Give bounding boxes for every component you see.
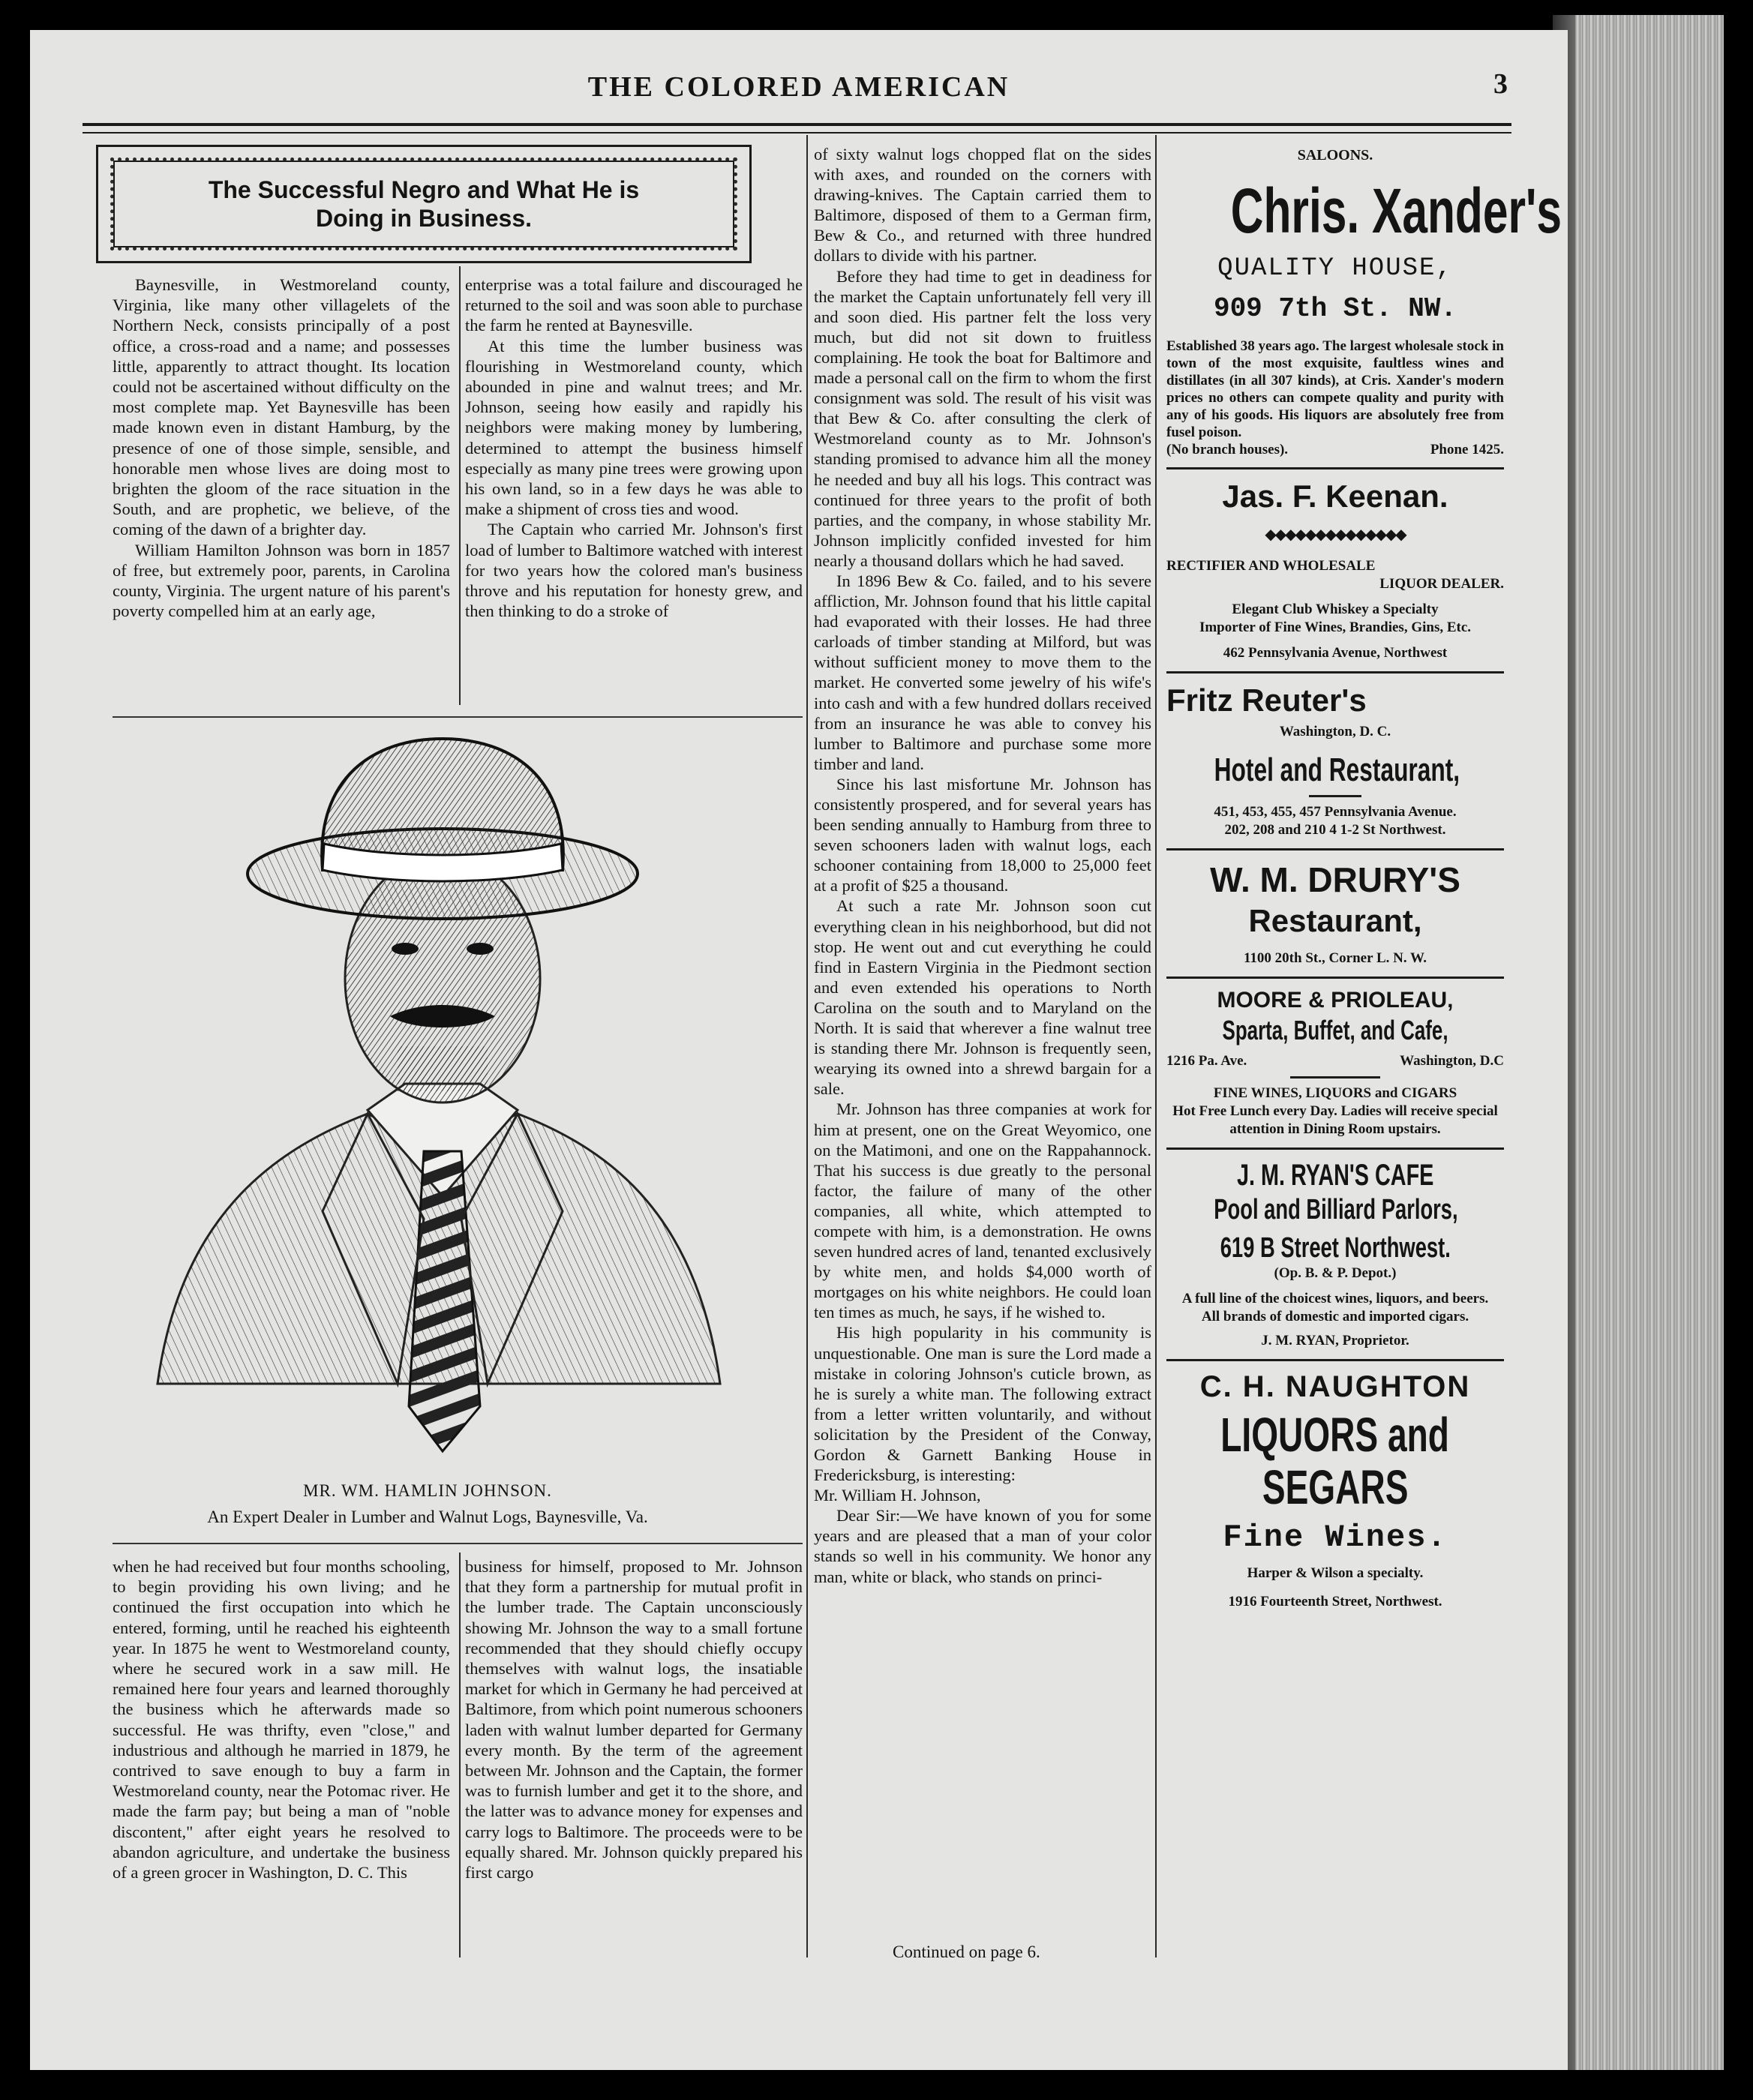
paragraph: business for himself, proposed to Mr. Johnson that they form a partnership for mutual profit in the lumber trade. The Captain unconsciously showing Mr. Johnson the way to a small fortune recommended that they should chiefly occupy themselves with walnut logs, the insatiable market for which in Germany he had perceived at Baltimore, from which point numerous schooners laden with walnut lumber departed for Germany every month. By the term of the agreement between Mr. Johnson and the Captain, the former was to furnish lumber and get it to the shore, and the latter was to advance money for expenses and carry logs to Baltimore. The proceeds were to be equally shared. Mr. Johnson quickly prepared his first cargo xyxy=(465,1557,803,1882)
paragraph: Dear Sir:—We have known of you for some years and are pleased that a man of your color stands so well in his community. We honor any man, white or black, who stands on princi- xyxy=(814,1506,1151,1586)
ad-keenan-line3: Elegant Club Whiskey a Specialty xyxy=(1232,602,1439,617)
ad-drury-line: Restaurant, xyxy=(1248,903,1422,938)
ad-ryan-note: (Op. B. & P. Depot.) xyxy=(1274,1265,1397,1281)
ad-xander-phone: Phone 1425. xyxy=(1430,442,1504,458)
article-col1-top xyxy=(113,274,450,621)
article-col1-bottom xyxy=(113,1556,450,1882)
column-rule xyxy=(459,1552,461,1958)
ad-naughton-line1: LIQUORS and xyxy=(1220,1408,1450,1462)
ad-divider xyxy=(1166,671,1504,674)
ad-naughton-address: 1916 Fourteenth Street, Northwest. xyxy=(1228,1594,1442,1610)
ad-keenan-name: Jas. F. Keenan. xyxy=(1222,478,1448,514)
ad-moore-addr-left: 1216 Pa. Ave. xyxy=(1166,1053,1247,1069)
ad-divider xyxy=(1166,1148,1504,1150)
ad-divider xyxy=(1166,1359,1504,1361)
ad-moore-line2: FINE WINES, LIQUORS and CIGARS xyxy=(1213,1085,1457,1101)
headline-box xyxy=(96,145,752,263)
portrait-caption-name: MR. WM. HAMLIN JOHNSON. xyxy=(303,1481,552,1500)
ad-ryan-prop: J. M. RYAN, Proprietor. xyxy=(1261,1333,1409,1348)
paragraph: Mr. William H. Johnson, xyxy=(814,1486,981,1505)
ad-naughton-line4: Harper & Wilson a specialty. xyxy=(1247,1565,1424,1581)
paragraph: enterprise was a total failure and discouraged he returned to the soil and was soon able to purchase the farm he rented at Baynesville. xyxy=(465,275,803,335)
ad-reuter-addr1: 451, 453, 455, 457 Pennsylvania Avenue. xyxy=(1214,804,1457,820)
section-heading: SALOONS. xyxy=(1297,147,1373,164)
paragraph: At such a rate Mr. Johnson soon cut everything clean in his neighborhood, but did not stop. He went out and cut everything he could find in Eastern Virginia in the Piedmont section and even extended his operations to North Carolina on the south and to Maryland on the North. It is said that wherever a fine walnut tree is standing there Mr. Johnson is frequently seen, wearying its owned into a shrewd bargain for a sale. xyxy=(814,896,1151,1099)
ad-naughton-line3: Fine Wines. xyxy=(1223,1520,1448,1556)
article-col3 xyxy=(814,144,1151,1587)
column-rule xyxy=(806,135,808,1958)
ad-ryan xyxy=(1166,1159,1504,1350)
ad-divider xyxy=(1166,467,1504,470)
article-col2-top xyxy=(465,274,803,621)
ad-reuter-city: Washington, D. C. xyxy=(1279,724,1391,740)
ad-xander-address: 909 7th St. NW. xyxy=(1213,293,1457,324)
page-number: 3 xyxy=(1493,68,1508,100)
paragraph: His high popularity in his community is unquestionable. One man is sure the Lord made a mistake in coloring Johnson's cuticle brown, as he is surely a white man. The following extract from a letter written voluntarily, and without solicitation by the President of the Conway, Gordon & Garnett Banking House in Fredericksburg, is interesting: xyxy=(814,1323,1151,1485)
ad-xander-footer xyxy=(1166,441,1504,458)
ad-keenan-line4: Importer of Fine Wines, Brandies, Gins, Etc. xyxy=(1199,620,1472,635)
ad-moore-address xyxy=(1166,1052,1504,1070)
ad-reuter-addr2: 202, 208 and 210 4 1-2 St Northwest. xyxy=(1224,822,1446,838)
ad-xander-name: Chris. Xander's xyxy=(1230,176,1562,246)
ad-ryan-body: A full line of the choicest wines, liquors, and beers. All brands of domestic and imported cigars. xyxy=(1181,1291,1489,1324)
paragraph: In 1896 Bew & Co. failed, and to his severe affliction, Mr. Johnson found that his little capital had evaporated with their losses. He had three carloads of timber standing at Milford, but was without sufficient money to move them to the market. He converted some jewelry of his wife's into cash and with a few hundred dollars received from an insurance he was able to convey his lumber to Baltimore and purchase some more timber and land. xyxy=(814,571,1151,773)
paragraph: when he had received but four months schooling, to begin providing his own living; and he continued the first occupation into which he entered, forming, until he reached his eighteenth year. In 1875 he went to Westmoreland county, where he secured work in a saw mill. He remained here four years and learned thoroughly the business which he afterwards made so successful. He was thrifty, even "close," and industrious and although he married in 1879, he contrived to save enough to buy a farm in Westmoreland county, near the Potomac river. He made the farm pay; but being a man of "noble discontent," after eight years he resolved to abandon agriculture, and undertake the business of a green grocer in Washington, D. C. This xyxy=(113,1557,450,1882)
ad-moore-name: MOORE & PRIOLEAU, xyxy=(1217,988,1454,1012)
masthead-rule xyxy=(83,123,1511,134)
paragraph: At this time the lumber business was flourishing in Westmoreland county, which abounded in pine and walnut trees; and Mr. Johnson, seeing how easily and rapidly his neighbors were making money by lumbering, determined to attempt the business himself especially as many pine trees were growing upon his own land, so in a few days he was able to make a shipment of cross ties and wood. xyxy=(465,336,803,519)
ad-keenan-ornament: ◆◆◆◆◆◆◆◆◆◆◆◆◆◆ xyxy=(1265,526,1406,543)
paragraph: The Captain who carried Mr. Johnson's first load of lumber to Baltimore watched with interest for two years how the colored man's business throve and his reputation for honesty grew, and then thinking to do a stroke of xyxy=(465,520,803,621)
book-page-edges xyxy=(1553,15,1724,2070)
headline-frame xyxy=(113,160,734,248)
article-col2-bottom xyxy=(465,1556,803,1882)
ad-keenan-address: 462 Pennsylvania Avenue, Northwest xyxy=(1223,645,1448,661)
ad-keenan-line2: LIQUOR DEALER. xyxy=(1379,576,1504,592)
headline-line-2: Doing in Business. xyxy=(315,205,533,232)
column-rule xyxy=(1155,135,1157,1958)
ad-reuter-line: Hotel and Restaurant, xyxy=(1214,752,1460,788)
paragraph: William Hamilton Johnson was born in 1857 of free, but extremely poor, parents, in Carolina county, Virginia. The urgent nature of his parent's poverty compelled him at an early age, xyxy=(113,540,450,621)
ad-drury-address: 1100 20th St., Corner L. N. W. xyxy=(1243,950,1427,966)
ad-divider xyxy=(1166,976,1504,979)
ad-divider xyxy=(1166,848,1504,850)
ad-moore-addr-right: Washington, D.C xyxy=(1400,1053,1504,1069)
ad-naughton-name: C. H. NAUGHTON xyxy=(1199,1370,1471,1403)
newspaper-title: THE COLORED AMERICAN xyxy=(587,71,1010,103)
section-rule xyxy=(113,1543,803,1544)
article-headline xyxy=(209,176,639,232)
ad-ryan-name: J. M. RYAN'S CAFE xyxy=(1236,1159,1434,1192)
ad-reuter-name: Fritz Reuter's xyxy=(1166,682,1367,718)
ad-moore-rule xyxy=(1290,1076,1380,1078)
ad-drury-name: W. M. DRURY'S xyxy=(1210,860,1460,899)
advertisements-column xyxy=(1166,146,1562,1611)
ad-moore xyxy=(1166,988,1504,1138)
column-rule xyxy=(459,266,461,705)
ad-ryan-line: Pool and Billiard Parlors, xyxy=(1214,1194,1458,1226)
ad-moore-line: Sparta, Buffet, and Cafe, xyxy=(1222,1015,1448,1046)
ad-reuter-rule xyxy=(1309,795,1361,797)
paragraph: Mr. Johnson has three companies at work for him at present, one on the Great Weyomico, one on the Matimoni, and one on the Rappahannock. That his success is due greatly to the personal factor, the failure of many of the other companies, all white, which attempted to compete with him, is a demonstration. He owns seven hundred acres of land, tenanted exclusively by white men, and holds $4,000 worth of mortgages on his white neighbors. He could loan ten times as much, he says, if he wished to. xyxy=(814,1100,1151,1322)
paragraph: of sixty walnut logs chopped flat on the sides with axes, and rounded on the corners with drawing-knives. The Captain carried them to Baltimore, disposed of them to a German firm, Bew & Co., and returned with three hundred dollars to divide with his partner. xyxy=(814,145,1151,266)
portrait-illustration xyxy=(128,731,750,1462)
ad-keenan-line1: RECTIFIER AND WHOLESALE xyxy=(1166,558,1376,574)
ad-drury xyxy=(1166,860,1504,968)
ad-moore-line3: Hot Free Lunch every Day. Ladies will receive special attention in Dining Room upstairs. xyxy=(1172,1103,1498,1137)
ad-naughton xyxy=(1166,1370,1504,1611)
ad-ryan-address: 619 B Street Northwest. xyxy=(1220,1232,1451,1264)
masthead xyxy=(90,68,1508,112)
continued-note: Continued on page 6. xyxy=(893,1942,1040,1961)
ad-keenan xyxy=(1166,478,1504,662)
ad-xander xyxy=(1166,176,1562,458)
paragraph: Before they had time to get in deadiness for the market the Captain unfortunately fell very ill and soon died. His partner felt the loss very much, but did not sit down to fruitless complaining. He took the boat for Baltimore and made a personal call on the firm to whom the first consignment was sold. The result of his visit was that Bew & Co. after consulting the clerk of Westmoreland county as to Mr. Johnson's standing promised to advance him all the money he needed and buy all his logs. This contract was continued for three years to the profit of both parties, and the company, in whose stability Mr. Johnson implicitly confided invested for him nearly a thousand dollars which he had saved. xyxy=(814,266,1151,570)
paragraph: Since his last misfortune Mr. Johnson has consistently prospered, and for several years has been sending annually to Hamburg from three to seven schooners laden with walnut logs, each schooner containing from 18,000 to 25,000 feet at a profit of $25 a thousand. xyxy=(814,774,1151,896)
section-rule xyxy=(113,716,803,718)
ad-xander-line2: QUALITY HOUSE, xyxy=(1217,254,1453,283)
ad-reuter xyxy=(1166,682,1504,839)
ad-section-heading xyxy=(1166,146,1504,164)
headline-line-1: The Successful Negro and What He is xyxy=(208,176,640,203)
paragraph: Baynesville, in Westmoreland county, Virginia, like many other villagelets of the Northern Neck, consists principally of a post office, a cross-road and a name; and possesses little, apparently to attract thought. Its location could not be ascertained without difficulty on the most complete map. Yet Baynesville has been made known even in distant Hamburg, by the presence of one of those simple, sensible, and honorable men whose lives are doing most to brighten the gloom of the race situation in the South, and are prophetic, we believe, of the coming of the dawn of a brighter day. xyxy=(113,275,450,539)
ad-xander-note: (No branch houses). xyxy=(1166,442,1289,458)
portrait-caption-description: An Expert Dealer in Lumber and Walnut Logs, Baynesville, Va. xyxy=(207,1508,648,1526)
ad-naughton-line2: SEGARS xyxy=(1262,1460,1409,1514)
ad-xander-body: Established 38 years ago. The largest wholesale stock in town of the most exquisite, faultless wines and distillates (in all 307 kinds), at Cris. Xander's modern prices no others can compete quality and purity with any of his goods. His liquors are absolutely free from fusel poison. xyxy=(1166,338,1504,440)
